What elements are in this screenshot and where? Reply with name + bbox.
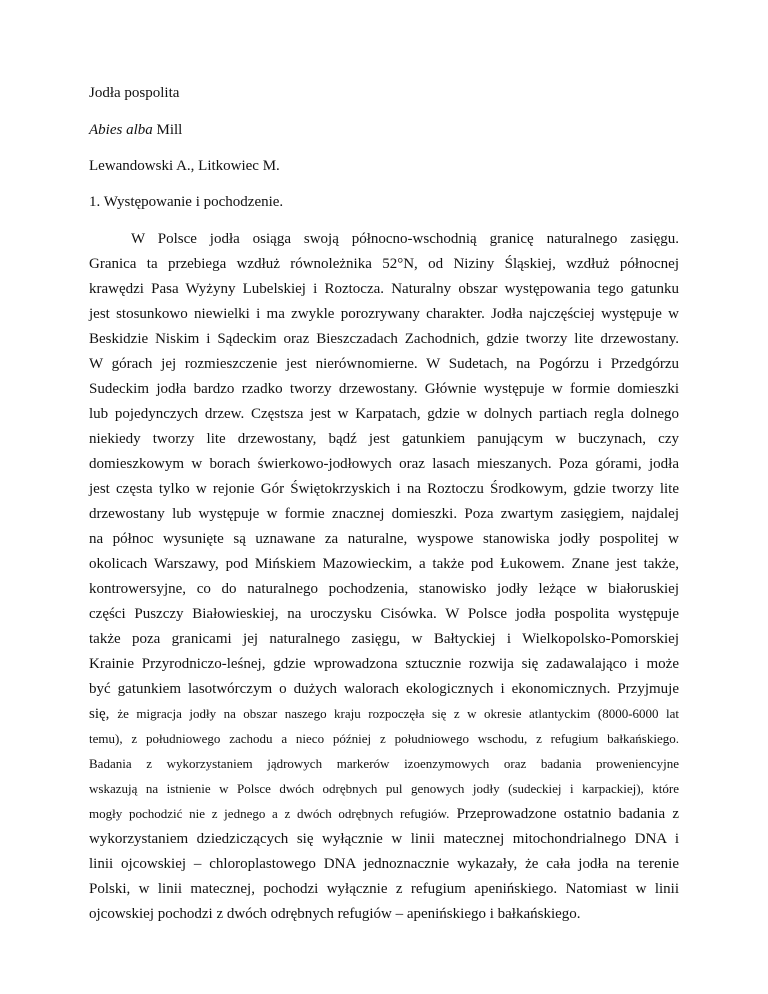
paragraph-line: W górach jej rozmieszczenie jest nierównomierne. W Sudetach, na Pogórzu i Przedgórzu: [89, 356, 679, 372]
paragraph-line: Polski, w linii matecznej, pochodzi wyłącznie z refugium apenińskiego. Natomiast w linii: [89, 881, 679, 897]
paragraph-line: Granica ta przebiega wzdłuż równoleżnika 52°N, od Niziny Śląskiej, wzdłuż północnej: [89, 256, 679, 272]
paragraph-line: jest częsta tylko w rejonie Gór Świętokrzyskich i na Roztoczu Środkowym, gdzie tworzy lite: [89, 481, 679, 497]
paragraph-line: jest stosunkowo niewielki i ma zwykle porozrywany charakter. Jodła najczęściej występuje w: [89, 306, 679, 322]
paragraph-last-line: ojcowskiej pochodzi z dwóch odrębnych refugiów – apenińskiego i bałkańskiego.: [89, 906, 581, 922]
paragraph-line: także poza granicami jej naturalnego zasięgu, w Bałtyckiej i Wielkopolsko-Pomorskiej: [89, 631, 679, 647]
paragraph-line: linii ojcowskiej – chloroplastowego DNA jednoznacznie wykazały, że cała jodła na terenie: [89, 856, 679, 872]
mixed-small-text: że migracja jodły na obszar naszego kraju rozpoczęła się z w okresie atlantyckim (8000-6000 lat: [117, 706, 680, 721]
paragraph-line: krawędzi Pasa Wyżyny Lubelskiej i Roztocza. Naturalny obszar występowania tego gatunku: [89, 281, 679, 297]
paragraph-line-mixed: [89, 705, 679, 723]
latin-name-author: Mill: [156, 122, 183, 138]
latin-name-italic: Abies alba: [89, 122, 153, 138]
paragraph-line: być gatunkiem lasotwórczym o dużych walorach ekologicznych i ekonomicznych. Przyjmuje: [89, 681, 679, 697]
mixed-normal-text: Przeprowadzone ostatnio badania z: [456, 806, 680, 822]
paragraph-line: części Puszczy Białowieskiej, na uroczysku Cisówka. W Polsce jodła pospolita występuje: [89, 606, 679, 622]
paragraph-line: lub pojedynczych drzew. Częstsza jest w Karpatach, gdzie w dolnych partiach regla dolnego: [89, 406, 679, 422]
mixed-small-text: mogły pochodzić nie z jednego a z dwóch odrębnych refugiów.: [89, 806, 450, 821]
paragraph-line: niekiedy tworzy lite drzewostany, bądź jest gatunkiem panującym w buczynach, czy: [89, 431, 679, 447]
paragraph-line: Sudeckim jodła bardzo rzadko tworzy drzewostany. Głównie występuje w formie domieszki: [89, 381, 679, 397]
paragraph-line: wykorzystaniem dziedziczących się wyłącznie w linii matecznej mitochondrialnego DNA i: [89, 831, 679, 847]
paragraph-line: na północ wysunięte są uznawane za naturalne, wyspowe stanowiska jodły pospolitej w: [89, 531, 679, 547]
paragraph-line: kontrowersyjne, co do naturalnego pochodzenia, stanowisko jodły leżące w białoruskiej: [89, 581, 679, 597]
paragraph-line-small: temu), z południowego zachodu a nieco później z południowego wschodu, z refugium bałkańskiego.: [89, 731, 679, 746]
paragraph-line: domieszkowym w borach świerkowo-jodłowych oraz lasach mieszanych. Poza górami, jodła: [89, 456, 679, 472]
authors: Lewandowski A., Litkowiec M.: [89, 158, 280, 174]
paragraph-line: drzewostany lub występuje w formie znacznej domieszki. Poza zwartym zasięgiem, najdalej: [89, 506, 679, 522]
latin-name: [89, 121, 679, 139]
paragraph-line-small: Badania z wykorzystaniem jądrowych markerów izoenzymowych oraz badania proweniencyjne: [89, 756, 679, 771]
paragraph-line: okolicach Warszawy, pod Mińskiem Mazowieckim, a także pod Łukowem. Znane jest także,: [89, 556, 679, 572]
mixed-normal-text: się,: [89, 706, 110, 722]
paragraph-line-mixed: [89, 805, 679, 823]
paragraph-line: Beskidzie Niskim i Sądeckim oraz Bieszczadach Zachodnich, gdzie tworzy lite drzewostany.: [89, 331, 679, 347]
paragraph-line: Krainie Przyrodniczo-leśnej, gdzie wprowadzona sztucznie rozwija się zadawalająco i może: [89, 656, 679, 672]
paragraph-line: W Polsce jodła osiąga swoją północno-wschodnią granicę naturalnego zasięgu.: [131, 231, 679, 247]
paragraph-line-small: wskazują na istnienie w Polsce dwóch odrębnych pul genowych jodły (sudeckiej i karpackiej), które: [89, 781, 679, 796]
document-title: Jodła pospolita: [89, 85, 180, 101]
section-heading: 1. Występowanie i pochodzenie.: [89, 194, 284, 210]
